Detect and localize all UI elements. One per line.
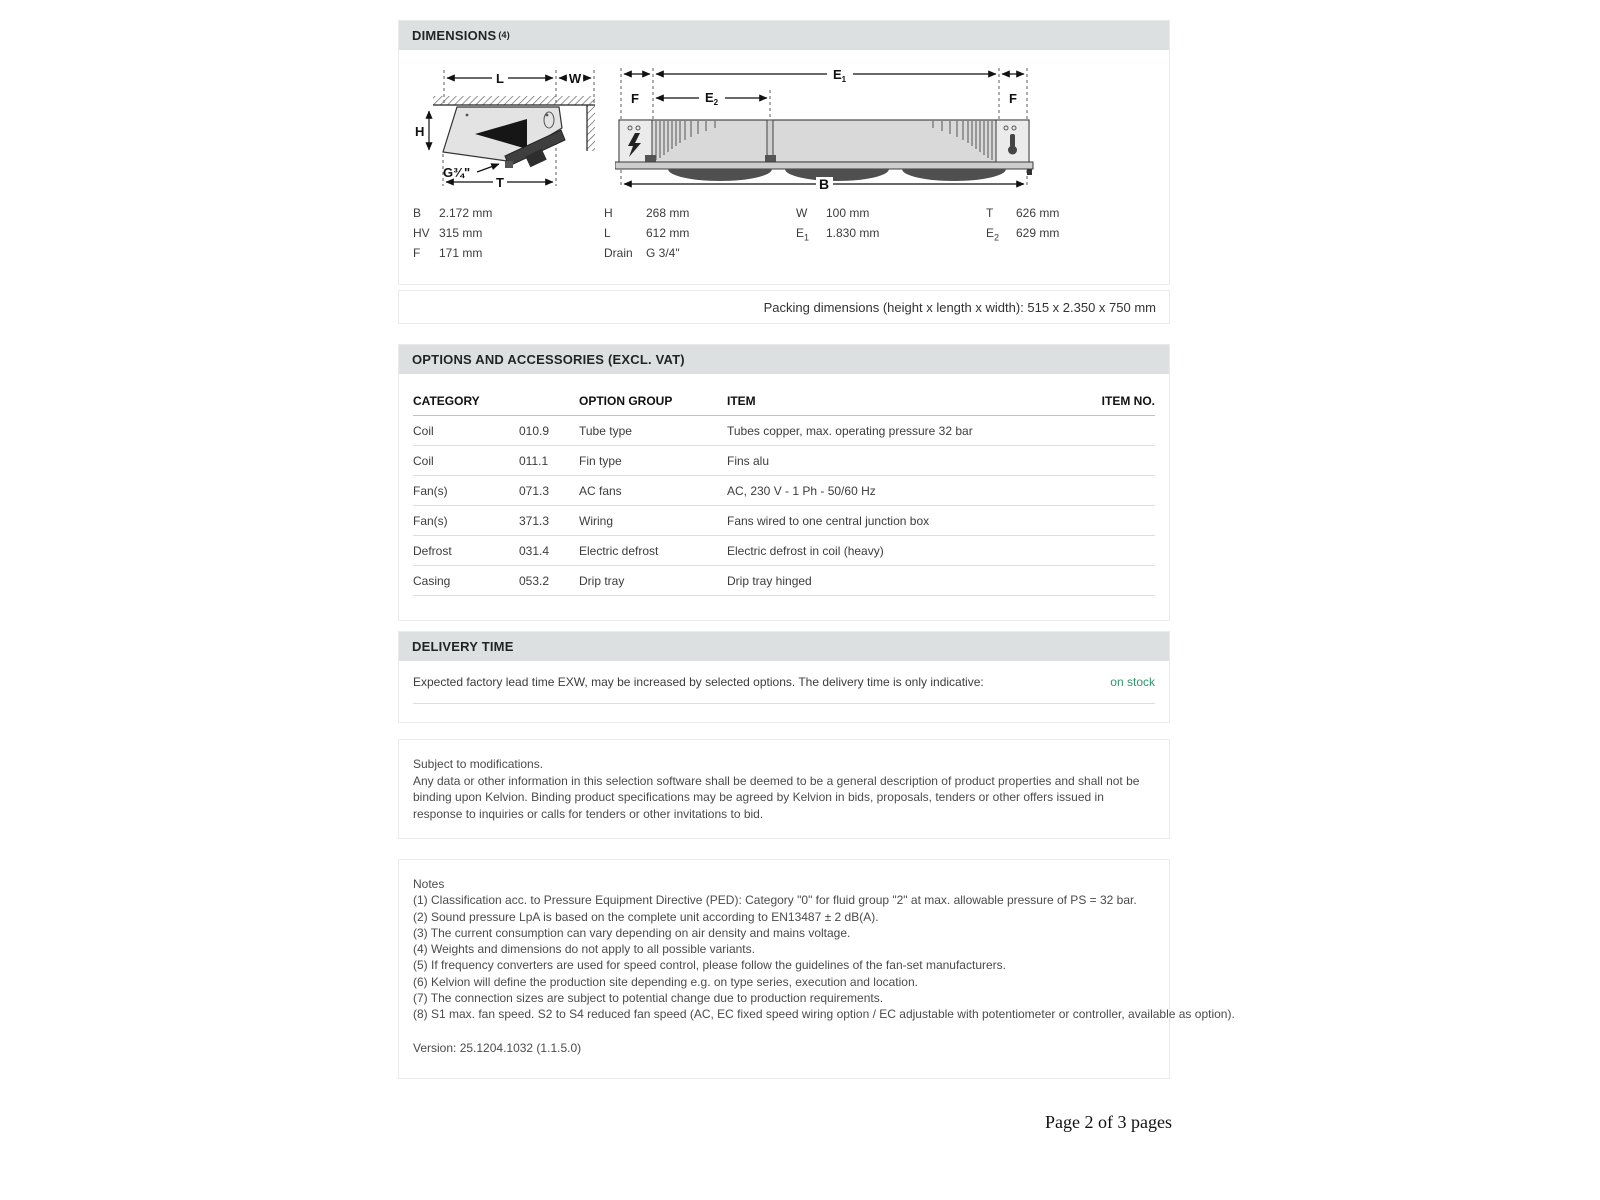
dim-name: B — [413, 206, 422, 220]
category-cell: Fan(s) — [413, 513, 448, 528]
dim-name: HV — [413, 226, 430, 240]
dim-label-E2: $E_2$ — [705, 90, 719, 107]
delivery-title: DELIVERY TIME — [412, 639, 514, 654]
category-cell: Casing — [413, 573, 451, 588]
dim-name: H — [604, 206, 613, 220]
disclaimer-line1: Subject to modifications. — [413, 757, 544, 771]
item-cell: Drip tray hinged — [727, 573, 812, 588]
delivery-section — [398, 631, 1170, 723]
fan-shroud — [785, 169, 889, 181]
code-cell: 053.2 — [519, 573, 550, 588]
front-view-drawing — [615, 58, 1035, 203]
note-item: (1) Classification acc. to Pressure Equipment Directive (PED): Category "0" for fluid group "2" at max. allowable pressure of PS = 32 bar. — [413, 893, 1137, 908]
packing-dimensions-text: Packing dimensions (height x length x width): 515 x 2.350 x 750 mm — [763, 299, 1156, 315]
delivery-text: Expected factory lead time EXW, may be increased by selected options. The delivery time is only indicative: — [413, 675, 984, 689]
table-row — [413, 446, 1155, 476]
fan-shroud — [668, 169, 772, 181]
note-item: (7) The connection sizes are subject to potential change due to production requirements. — [413, 991, 884, 1006]
disclaimer-box — [398, 739, 1170, 839]
note-item: (3) The current consumption can vary depending on air density and mains voltage. — [413, 925, 851, 940]
drain-stub — [505, 161, 513, 168]
options-table-header — [413, 386, 1155, 416]
dim-value: G 3/4" — [646, 246, 680, 260]
dimension-drawings — [399, 50, 1169, 198]
dim-label-B: B — [818, 176, 830, 192]
screw — [466, 114, 469, 117]
notes-box — [398, 859, 1235, 1079]
note-item: (8) S1 max. fan speed. S2 to S4 reduced fan speed (AC, EC fixed speed wiring option / EC adjustable with potentiometer or controller, available as option). — [413, 1007, 1235, 1022]
thermometer-icon — [1010, 134, 1015, 147]
dim-name: Drain — [604, 246, 633, 260]
ceiling-hatch — [433, 96, 595, 105]
drain-stub — [1027, 169, 1032, 175]
wall-hatch — [587, 105, 595, 151]
option-group-cell: AC fans — [579, 483, 622, 498]
drain-pointer-arrow — [477, 164, 499, 172]
dim-value: 315 mm — [439, 226, 483, 240]
item-cell: AC, 230 V - 1 Ph - 50/60 Hz — [727, 483, 876, 498]
code-cell: 011.1 — [519, 453, 549, 468]
note-item: (2) Sound pressure LpA is based on the complete unit according to EN13487 ± 2 dB(A). — [413, 909, 879, 924]
dim-value: 171 mm — [439, 246, 483, 260]
dim-label-F-right: F — [1009, 91, 1017, 106]
col-header-option-group: OPTION GROUP — [579, 393, 673, 408]
item-cell: Tubes copper, max. operating pressure 32 bar — [727, 423, 973, 438]
page-footer: Page 2 of 3 pages — [1045, 1112, 1172, 1132]
option-group-cell: Tube type — [579, 423, 632, 438]
options-title: OPTIONS AND ACCESSORIES (EXCL. VAT) — [412, 352, 685, 367]
option-group-cell: Fin type — [579, 453, 622, 468]
delivery-section-header — [399, 632, 1169, 661]
options-section-header — [399, 345, 1169, 374]
dim-value: 1.830 mm — [826, 226, 880, 240]
dim-label-W: W — [568, 71, 582, 86]
side-view-drawing — [409, 58, 611, 203]
dim-name: F — [413, 246, 421, 260]
option-group-cell: Drip tray — [579, 573, 625, 588]
dim-value: 629 mm — [1016, 226, 1060, 240]
stock-status-badge: on stock — [1110, 675, 1155, 689]
table-row — [413, 506, 1155, 536]
note-item: (5) If frequency converters are used for speed control, please follow the guidelines of the fan-set manufacturers. — [413, 958, 1006, 973]
version-text: Version: 25.1204.1032 (1.1.5.0) — [413, 1040, 582, 1055]
mount-foot — [765, 155, 776, 162]
category-cell: Coil — [413, 423, 434, 438]
dimensions-title: DIMENSIONS — [412, 28, 497, 43]
dimensions-title-superscript: (4) — [498, 29, 510, 40]
category-cell: Defrost — [413, 543, 452, 558]
option-group-cell: Wiring — [579, 513, 614, 528]
dim-label-G: G¾" — [443, 165, 471, 180]
dim-value: 268 mm — [646, 206, 690, 220]
dim-value: 612 mm — [646, 226, 690, 240]
dim-label-H: H — [415, 124, 425, 139]
packing-dimensions-strip — [398, 290, 1170, 324]
dim-name: $E_2$ — [986, 226, 1000, 243]
thermometer-bulb — [1008, 146, 1017, 155]
dim-value: 100 mm — [826, 206, 870, 220]
center-mount — [767, 120, 773, 156]
col-header-category: CATEGORY — [413, 393, 480, 408]
item-cell: Electric defrost in coil (heavy) — [727, 543, 884, 558]
code-cell: 371.3 — [519, 513, 550, 528]
dim-name: $E_1$ — [796, 226, 810, 243]
fan-shroud — [902, 169, 1006, 181]
table-row — [413, 476, 1155, 506]
dim-label-E1: $E_1$ — [833, 67, 847, 84]
bottom-rail — [615, 162, 1033, 169]
dim-value: 2.172 mm — [439, 206, 493, 220]
dimensions-section — [398, 20, 1170, 285]
dim-label-F-left: F — [631, 91, 639, 106]
code-cell: 071.3 — [519, 483, 550, 498]
options-section — [398, 344, 1170, 621]
code-cell: 010.9 — [519, 423, 550, 438]
table-row — [413, 536, 1155, 566]
dim-name: T — [986, 206, 994, 220]
dim-name: W — [796, 206, 808, 220]
item-cell: Fans wired to one central junction box — [727, 513, 930, 528]
code-cell: 031.4 — [519, 543, 550, 558]
table-row — [413, 416, 1155, 446]
dimensions-section-header — [399, 21, 1169, 50]
dim-label-L: L — [496, 71, 504, 86]
item-cell: Fins alu — [727, 453, 770, 468]
note-item: (6) Kelvion will define the production site depending e.g. on type series, execution and location. — [413, 974, 918, 989]
dim-label-T: T — [496, 175, 504, 190]
dimension-values — [399, 198, 1169, 284]
mount-foot — [645, 155, 656, 162]
note-item: (4) Weights and dimensions do not apply to all possible variants. — [413, 942, 755, 957]
notes-list — [413, 892, 1235, 1022]
page-content — [398, 20, 1235, 1079]
category-cell: Fan(s) — [413, 483, 448, 498]
category-cell: Coil — [413, 453, 434, 468]
col-header-item-no: ITEM NO. — [1101, 393, 1155, 408]
options-table — [399, 374, 1169, 620]
dim-value: 626 mm — [1016, 206, 1060, 220]
option-group-cell: Electric defrost — [579, 543, 659, 558]
notes-title: Notes — [413, 877, 445, 891]
table-row — [413, 566, 1155, 596]
disclaimer-body: Any data or other information in this selection software shall be deemed to be a general description of product properties and shall not be binding upon Kelvion. Binding product specifications may be agreed by Kelvion in bids, proposals, tenders or other offers issued in response to inquiries or calls for tenders or other invitations to bid. — [413, 773, 1140, 821]
dim-name: L — [604, 226, 611, 240]
col-header-item: ITEM — [727, 393, 756, 408]
delivery-row — [413, 675, 1155, 704]
